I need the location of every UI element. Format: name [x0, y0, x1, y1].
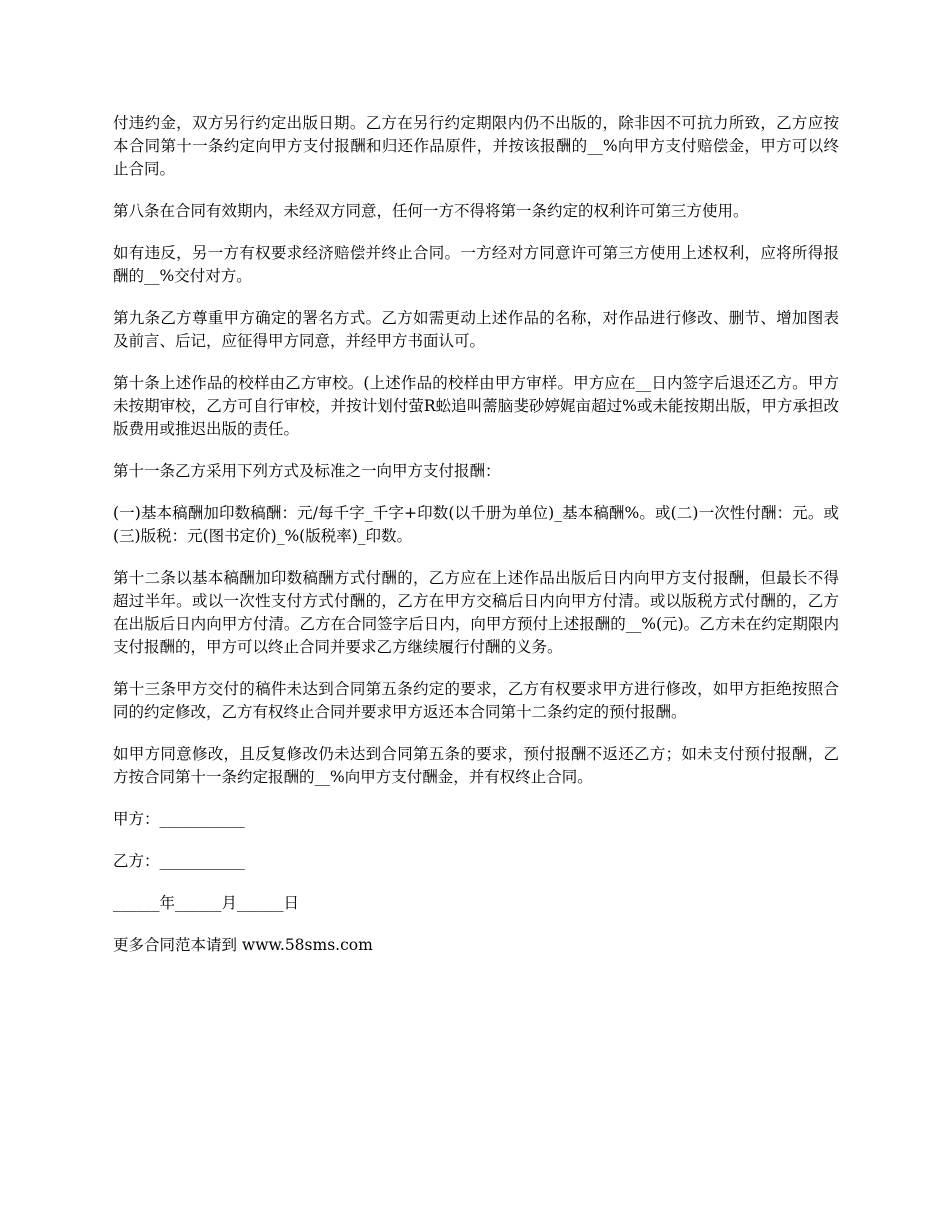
paragraph-breach-publication: 付违约金，双方另行约定出版日期。乙方在另行约定期限内仍不出版的，除非因不可抗力所致，乙方应按本合同第十一条约定向甲方支付报酬和归还作品原件，并按该报酬的__%向甲方支付赔偿金，甲方可以终止合同。	[113, 114, 839, 178]
footer-link-text: 更多合同范本请到 www.58sms.com	[113, 936, 373, 954]
paragraph-payment-methods: (一)基本稿酬加印数稿酬：元/每千字_千字+印数(以千册为单位)_基本稿酬%。或(二)一次性付酬：元。或(三)版税：元(图书定价)_%(版税率)_印数。	[113, 504, 839, 545]
paragraph-article-9: 第九条乙方尊重甲方确定的署名方式。乙方如需更动上述作品的名称，对作品进行修改、删节、增加图表及前言、后记，应征得甲方同意，并经甲方书面认可。	[113, 309, 839, 350]
paragraph-article-8: 第八条在合同有效期内，未经双方同意，任何一方不得将第一条约定的权利许可第三方使用。	[113, 202, 749, 220]
paragraph-violation: 如有违反，另一方有权要求经济赔偿并终止合同。一方经对方同意许可第三方使用上述权利，应将所得报酬的__%交付对方。	[113, 244, 839, 285]
paragraph-revision-terms: 如甲方同意修改，且反复修改仍未达到合同第五条的要求，预付报酬不返还乙方；如未支付预付报酬，乙方按合同第十一条约定报酬的__%向甲方支付酬金，并有权终止合同。	[113, 745, 839, 786]
paragraph-article-11: 第十一条乙方采用下列方式及标准之一向甲方支付报酬：	[113, 462, 501, 480]
paragraph-article-10: 第十条上述作品的校样由乙方审校。(上述作品的校样由甲方审样。甲方应在__日内签字后退还乙方。甲方未按期审校，乙方可自行审校，并按计划付萤R蚣追叫薷脑斐砂婷娓亩超过%或未能按期出版，甲方承担改版费用或推迟出版的责任。	[113, 374, 839, 438]
contract-document	[113, 112, 839, 976]
party-b-signature: 乙方：___________	[113, 852, 245, 870]
party-a-signature: 甲方：___________	[113, 810, 245, 828]
date-line: ______年______月______日	[113, 894, 300, 912]
paragraph-article-12: 第十二条以基本稿酬加印数稿酬方式付酬的，乙方应在上述作品出版后日内向甲方支付报酬，但最长不得超过半年。或以一次性支付方式付酬的，乙方在甲方交稿后日内向甲方付清。或以版税方式付酬的，乙方在出版后日内向甲方付清。乙方在合同签字后日内，向甲方预付上述报酬的__%(元)。乙方未在约定期限内支付报酬的，甲方可以终止合同并要求乙方继续履行付酬的义务。	[113, 569, 839, 656]
paragraph-article-13: 第十三条甲方交付的稿件未达到合同第五条约定的要求，乙方有权要求甲方进行修改，如甲方拒绝按照合同的约定修改，乙方有权终止合同并要求甲方返还本合同第十二条约定的预付报酬。	[113, 680, 839, 721]
